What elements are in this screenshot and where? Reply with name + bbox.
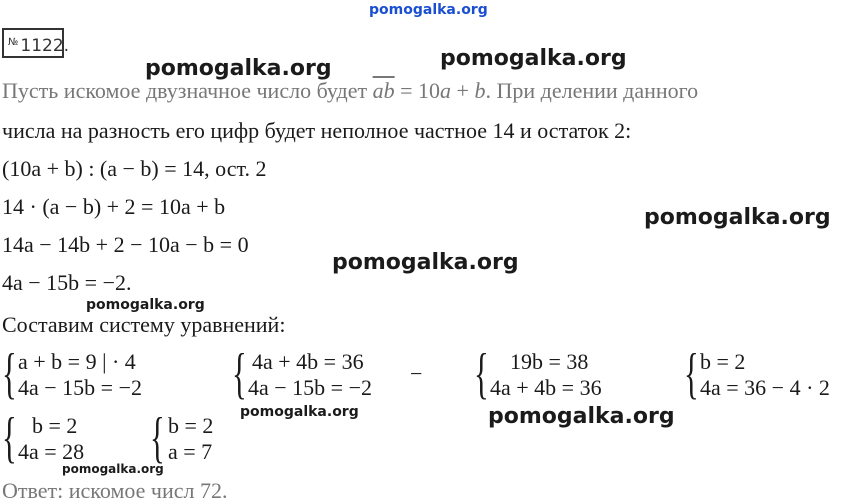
text-line-7: Составим систему уравнений: bbox=[2, 312, 286, 337]
system-3-row-2: 4a + 4b = 36 bbox=[490, 375, 602, 400]
equation-line-5: 14a − 14b + 2 − 10a − b = 0 bbox=[2, 232, 249, 257]
minus-sign: − bbox=[410, 361, 423, 386]
problem-number: 1122. bbox=[20, 36, 70, 56]
line-1-eq: = 10 bbox=[394, 78, 441, 103]
brace-system-2: { bbox=[232, 343, 247, 405]
system-3-row-1: 19b = 38 bbox=[510, 349, 589, 374]
system-6-row-2: a = 7 bbox=[168, 439, 213, 464]
brace-system-3: { bbox=[474, 343, 489, 405]
number-sign: № bbox=[8, 37, 19, 48]
system-5-row-2: 4a = 28 bbox=[18, 439, 85, 464]
var-b: b bbox=[474, 78, 486, 103]
problem-number-badge bbox=[2, 28, 70, 58]
system-1-row-1: a + b = 9 | · 4 bbox=[18, 349, 136, 374]
system-1-row-2: 4a − 15b = −2 bbox=[18, 375, 142, 400]
system-6-row-1: b = 2 bbox=[168, 413, 214, 438]
equation-line-4: 14 · (a − b) + 2 = 10a + b bbox=[2, 194, 226, 219]
watermark-5: pomogalka.org bbox=[86, 297, 205, 313]
watermark-3: pomogalka.org bbox=[644, 205, 831, 230]
system-2-row-2: 4a − 15b = −2 bbox=[248, 375, 372, 400]
brace-system-4: { bbox=[684, 343, 699, 405]
system-5-row-1: b = 2 bbox=[32, 413, 78, 438]
line-1-text: Пусть искомое двузначное число будет bbox=[2, 78, 373, 103]
watermark-top: pomogalka.org bbox=[369, 2, 488, 18]
brace-system-1: { bbox=[2, 343, 17, 405]
watermark-7: pomogalka.org bbox=[488, 404, 675, 429]
line-1-tail: . При делении данного bbox=[485, 78, 699, 103]
number-ab: $\overline{ab}$ bbox=[372, 78, 395, 103]
system-4-row-1: b = 2 bbox=[700, 349, 746, 374]
system-2-row-1: 4a + 4b = 36 bbox=[252, 349, 364, 374]
plus: + bbox=[451, 78, 475, 103]
watermark-4: pomogalka.org bbox=[332, 250, 519, 275]
equation-line-6: 4a − 15b = −2. bbox=[2, 270, 132, 295]
var-a: a bbox=[440, 78, 452, 103]
watermark-6: pomogalka.org bbox=[240, 404, 359, 420]
answer-line: Ответ: искомое числ 72. bbox=[2, 478, 228, 503]
watermark-8: pomogalka.org bbox=[62, 462, 164, 476]
watermark-1: pomogalka.org bbox=[145, 56, 332, 81]
brace-system-5: { bbox=[2, 407, 17, 469]
text-line-1 bbox=[2, 78, 698, 104]
watermark-2: pomogalka.org bbox=[440, 46, 627, 71]
equation-line-3: (10a + b) : (a − b) = 14, ост. 2 bbox=[2, 156, 267, 181]
text-line-2: числа на разность его цифр будет неполное частное 14 и остаток 2: bbox=[2, 118, 632, 143]
brace-system-6: { bbox=[150, 407, 165, 469]
system-4-row-2: 4a = 36 − 4 · 2 bbox=[700, 375, 830, 400]
